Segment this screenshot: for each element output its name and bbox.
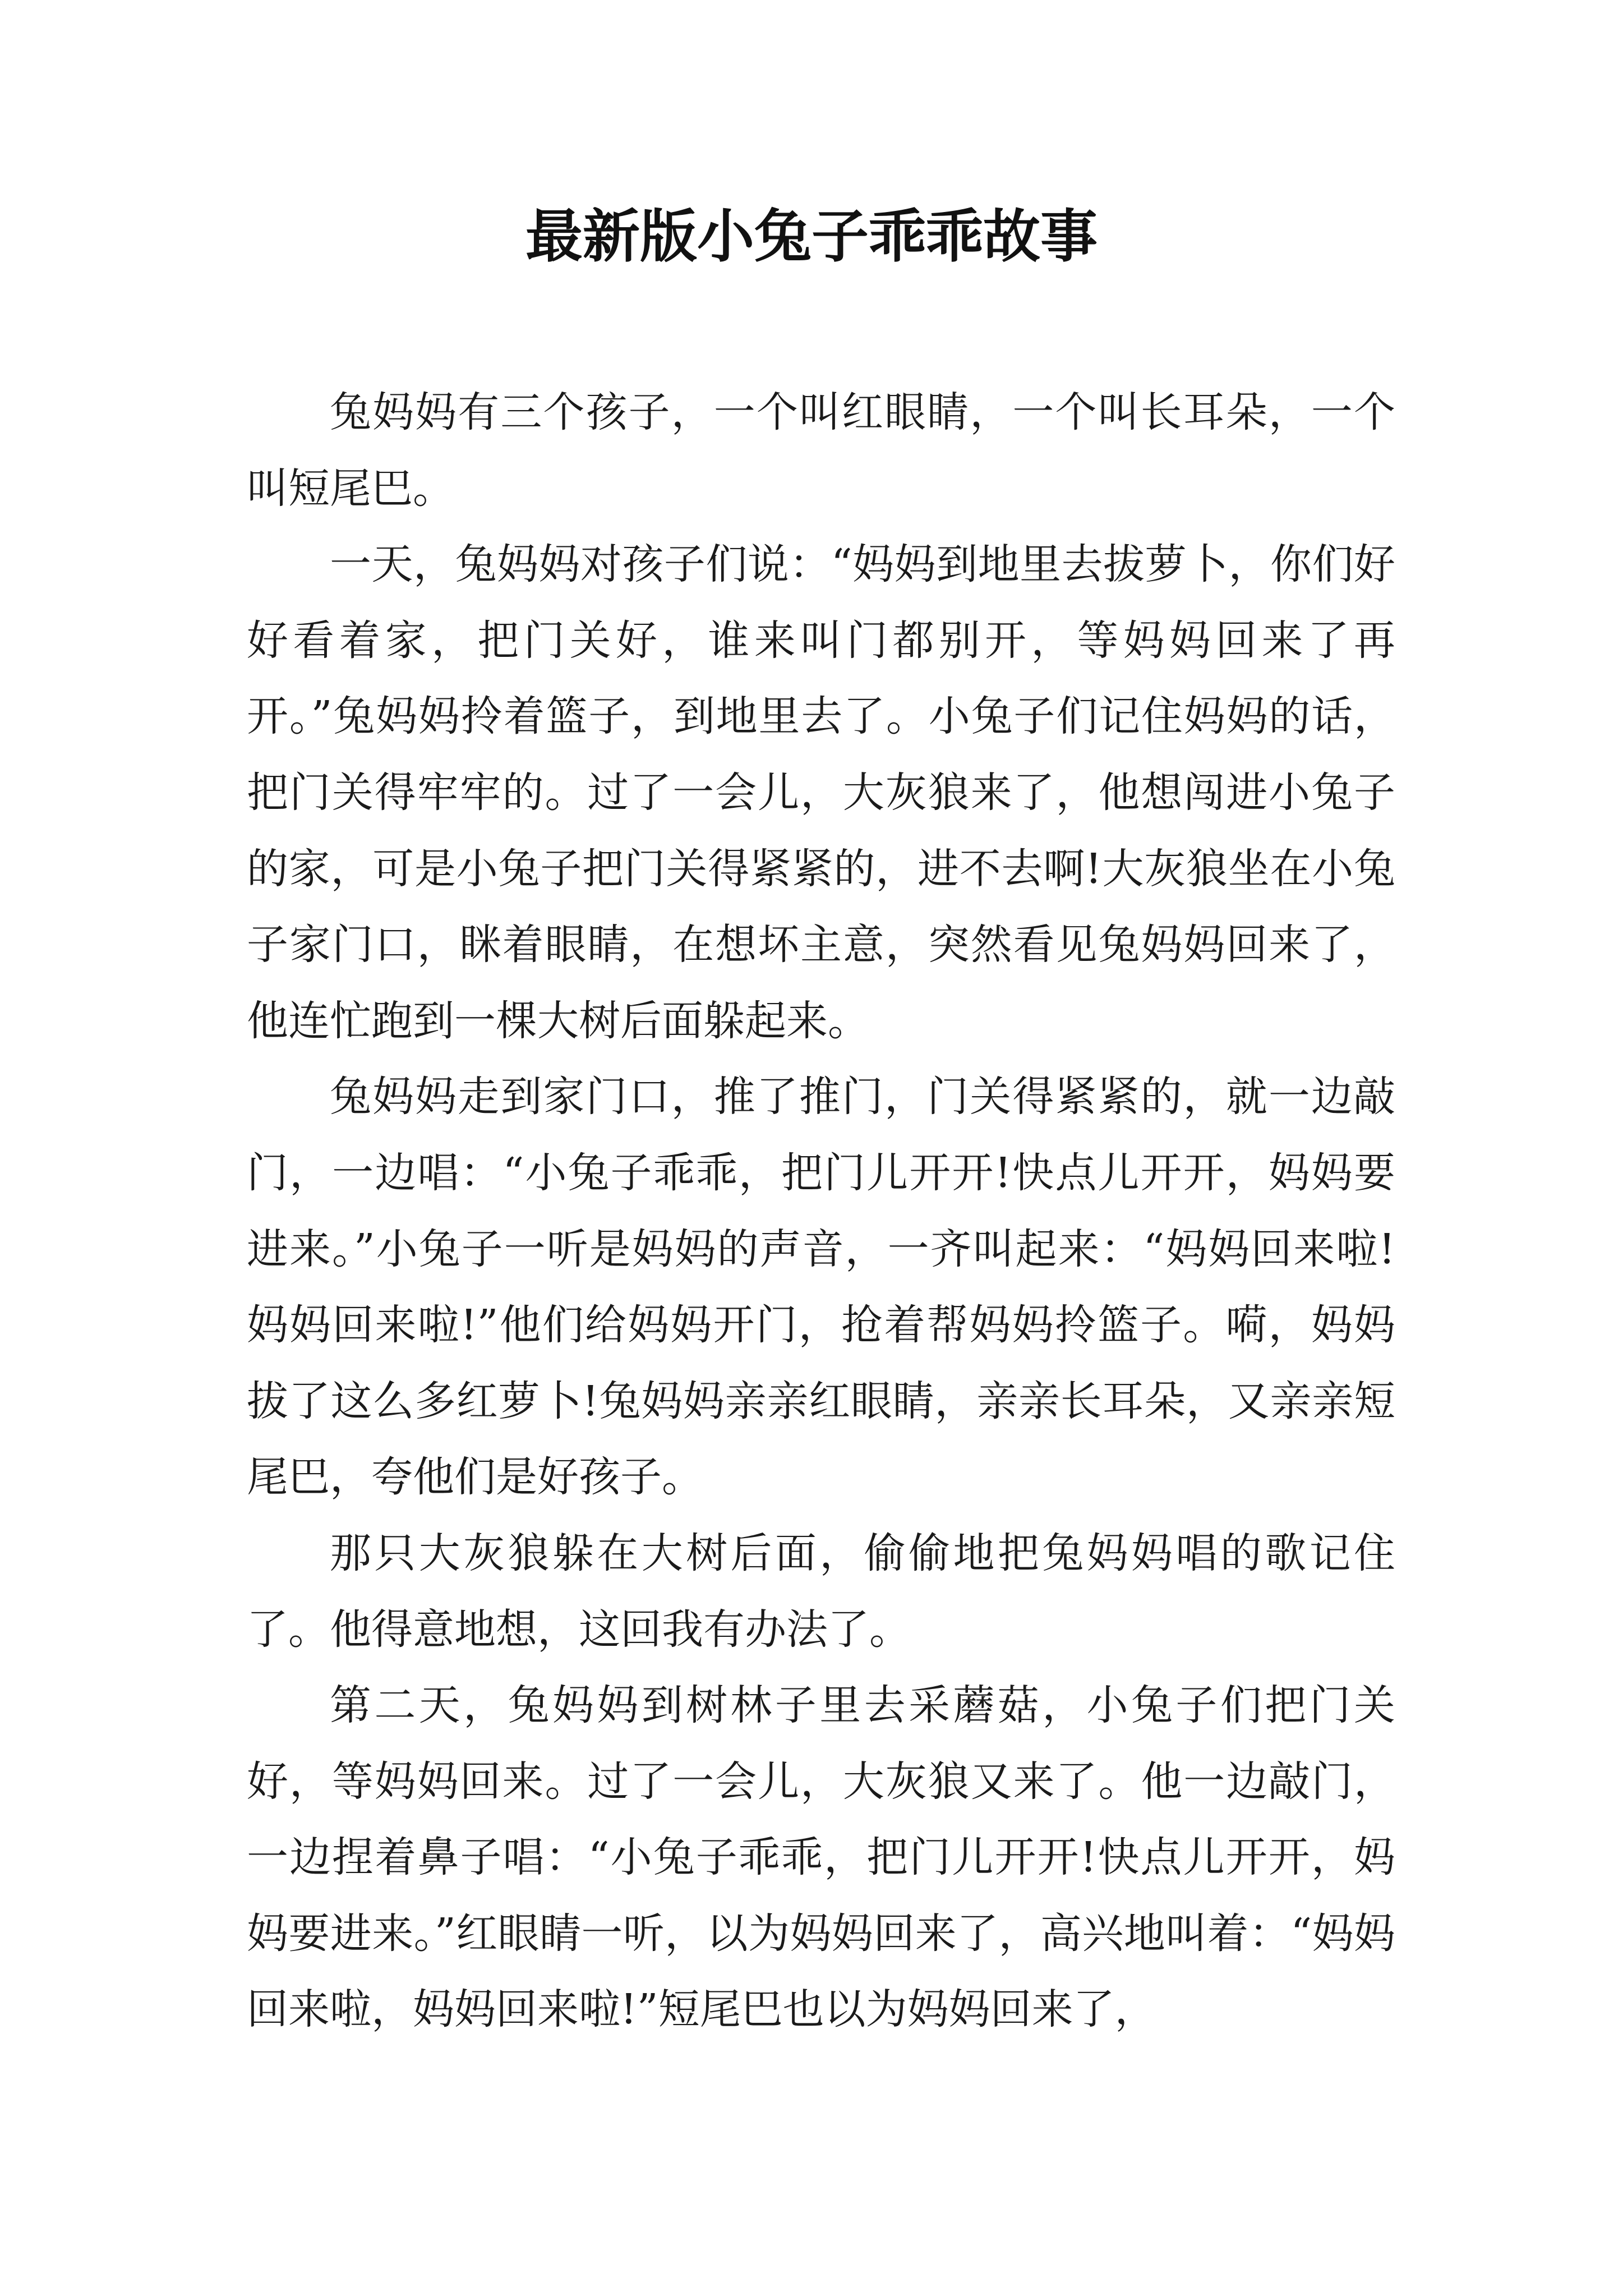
document-body bbox=[247, 375, 1395, 2048]
paragraph: 兔妈妈走到家门口，推了推门，门关得紧紧的，就一边敲门，一边唱：“小兔子乖乖，把门儿开开!快点儿开开，妈妈要进来。”小兔子一听是妈妈的声音，一齐叫起来：“妈妈回来啦!妈妈回来啦!”他们给妈妈开门，抢着帮妈妈拎篮子。嗬，妈妈拔了这么多红萝卜!兔妈妈亲亲红眼睛，亲亲长耳朵，又亲亲短尾巴，夸他们是好孩子。 bbox=[247, 1073, 1395, 1502]
document-title: 最新版小兔子乖乖故事 bbox=[525, 203, 1098, 270]
paragraph: 第二天，兔妈妈到树林子里去采蘑菇，小兔子们把门关好，等妈妈回来。过了一会儿，大灰狼又来了。他一边敲门，一边捏着鼻子唱：“小兔子乖乖，把门儿开开!快点儿开开，妈妈要进来。”红眼睛一听，以为妈妈回来了，高兴地叫着：“妈妈回来啦，妈妈回来啦!”短尾巴也以为妈妈回来了， bbox=[247, 1681, 1395, 2034]
paragraph: 兔妈妈有三个孩子，一个叫红眼睛，一个叫长耳朵，一个叫短尾巴。 bbox=[247, 388, 1395, 513]
paragraph: 那只大灰狼躲在大树后面，偷偷地把兔妈妈唱的歌记住了。他得意地想，这回我有办法了。 bbox=[247, 1529, 1395, 1654]
paragraph: 一天，兔妈妈对孩子们说：“妈妈到地里去拔萝卜，你们好好看着家，把门关好，谁来叫门都别开，等妈妈回来了再开。”兔妈妈拎着篮子，到地里去了。小兔子们记住妈妈的话，把门关得牢牢的。过了一会儿，大灰狼来了，他想闯进小兔子的家，可是小兔子把门关得紧紧的，进不去啊!大灰狼坐在小兔子家门口，眯着眼睛，在想坏主意，突然看见兔妈妈回来了，他连忙跑到一棵大树后面躲起来。 bbox=[247, 540, 1395, 1045]
